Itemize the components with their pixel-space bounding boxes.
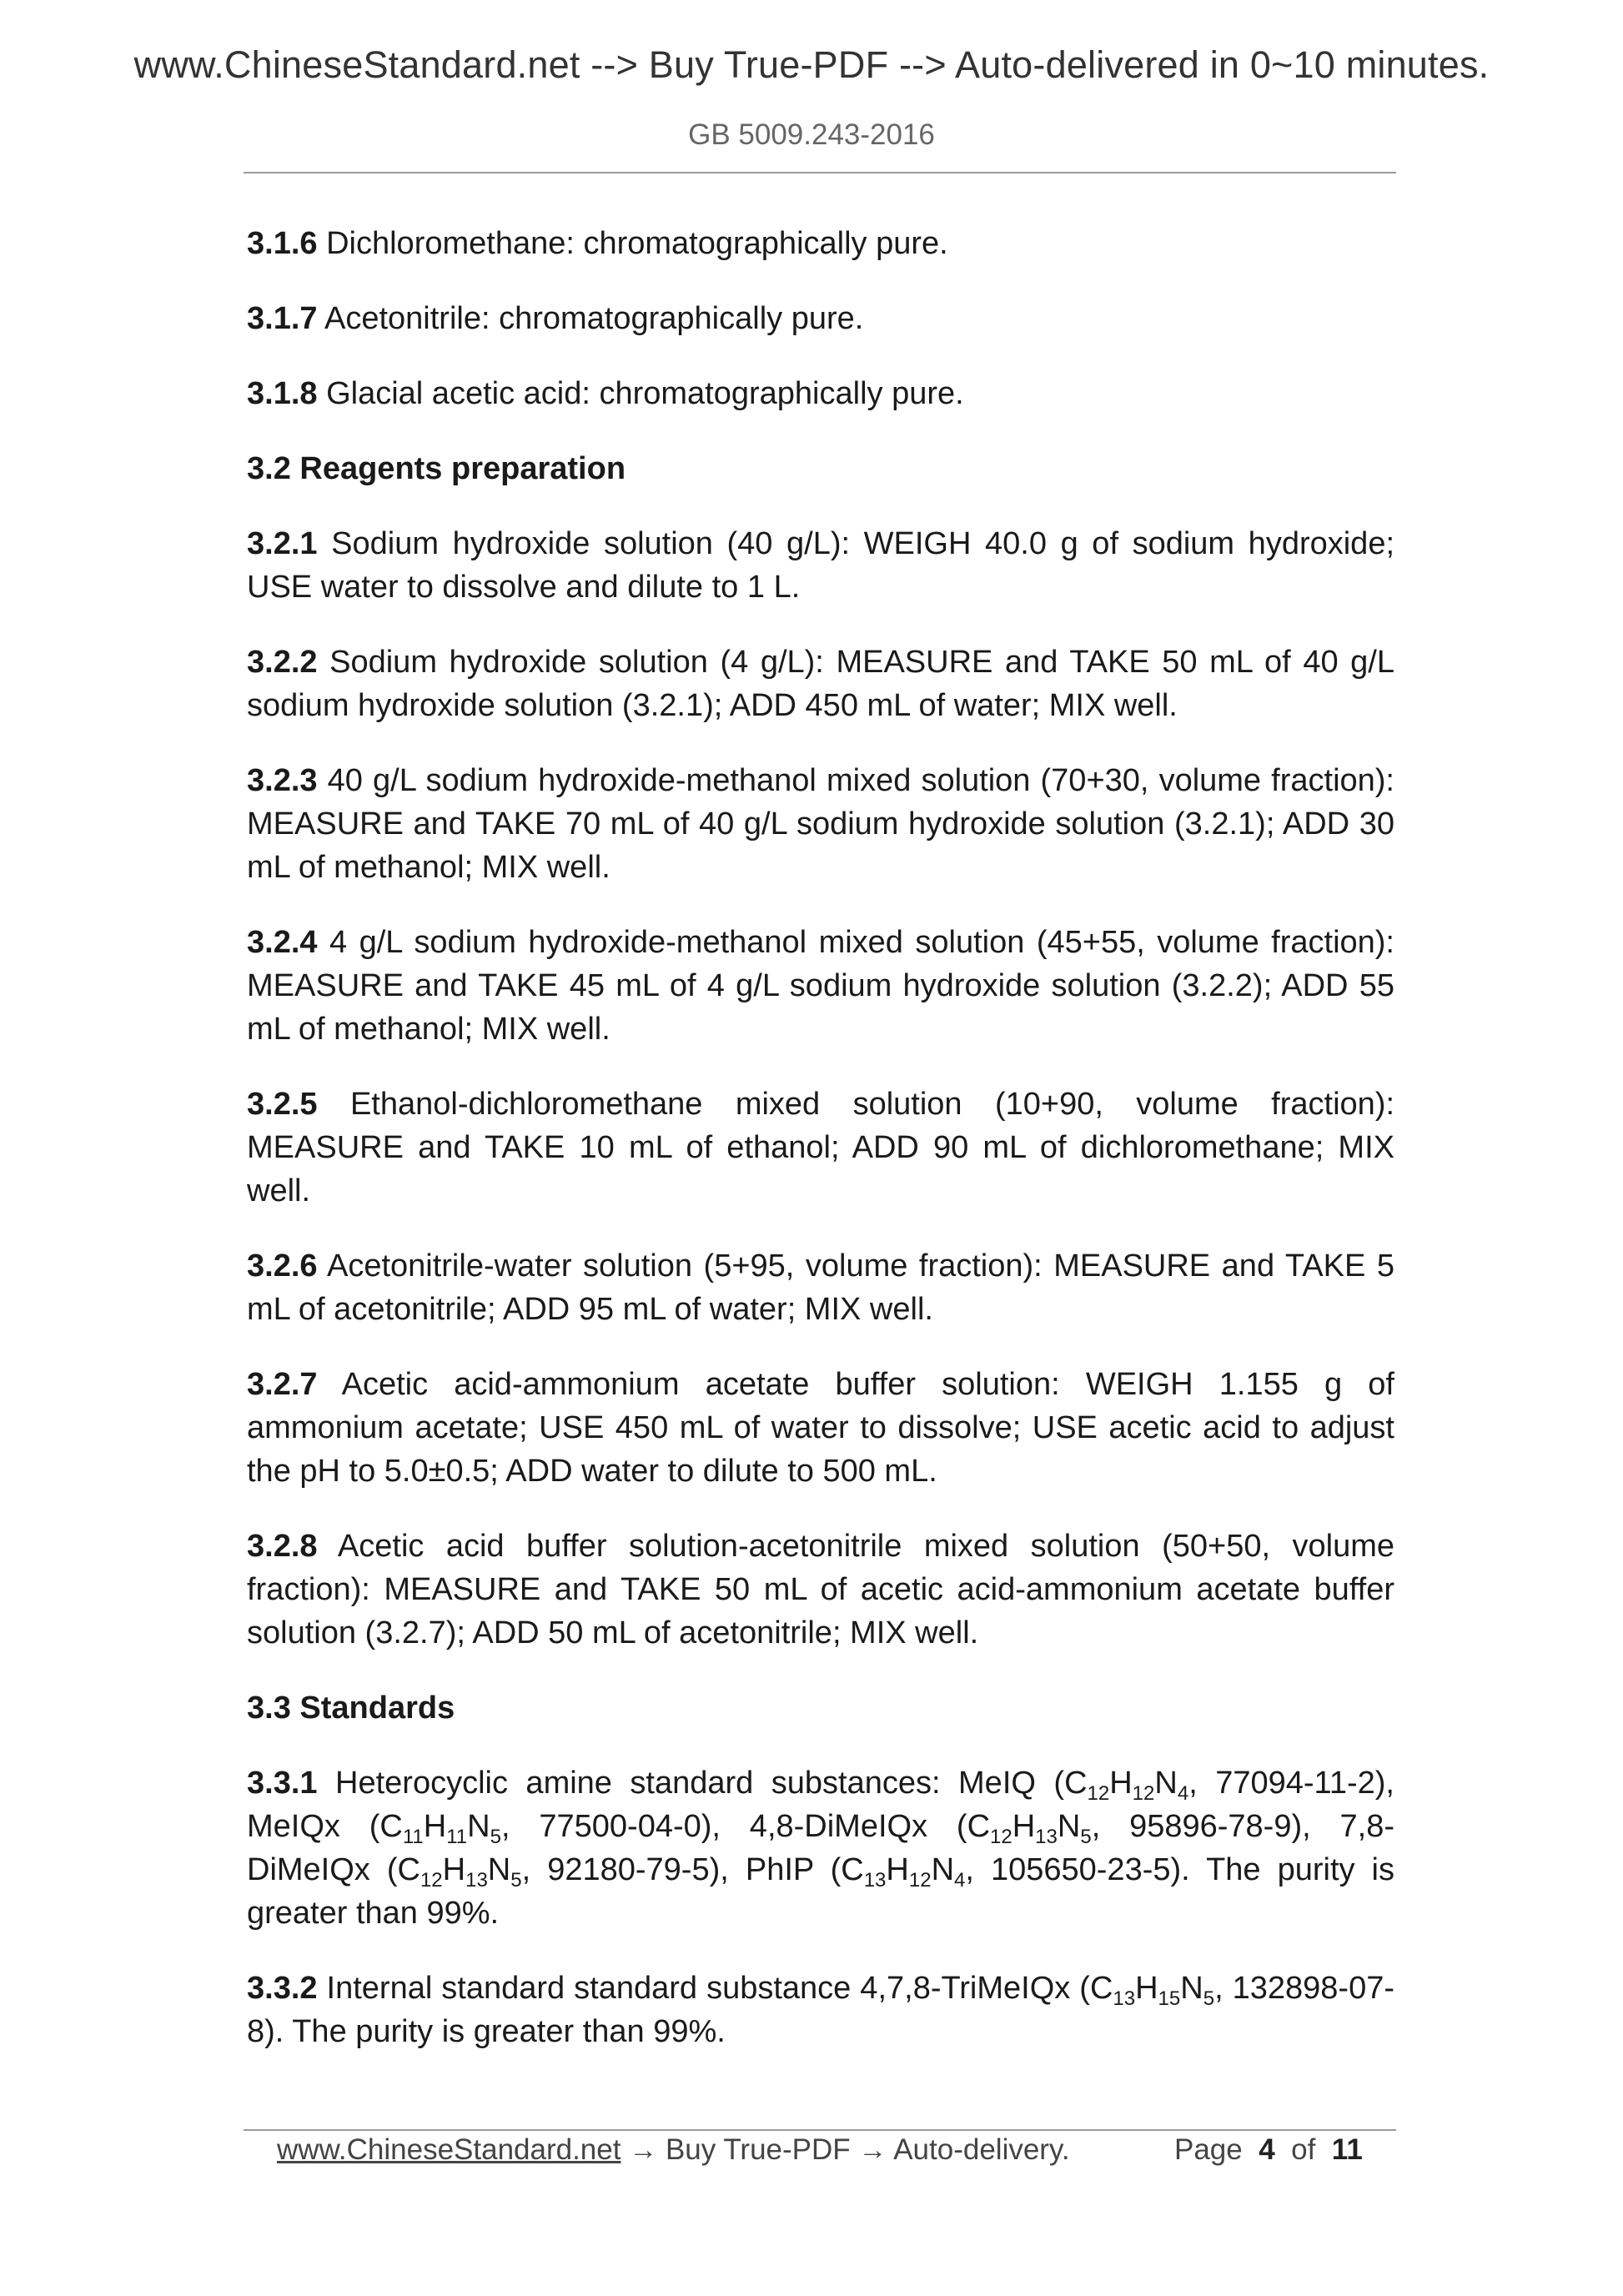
clause-text: , 95896-78-9), 7,8-DiMeIQx (C (247, 1809, 1395, 1887)
clause-3-2-5 (247, 1083, 1394, 1213)
section-heading-3-3: 3.3 Standards (247, 1691, 455, 1726)
clause-number: 3.1.7 (247, 301, 318, 336)
top-banner[interactable]: www.ChineseStandard.net --> Buy True-PDF --> Auto-delivered in 0~10 minutes. (133, 43, 1490, 86)
header-divider (244, 172, 1396, 173)
clause-3-2-8 (247, 1525, 1394, 1655)
clause-text: Heterocyclic amine standard substances: MeIQ (C (335, 1766, 1088, 1801)
clause-text: Ethanol-dichloromethane mixed solution (10+90, volume fraction): MEASURE and TAKE 10 mL of ethanol; ADD 90 mL of dichloromethane; MIX well. (247, 1087, 1394, 1208)
clause-3-3-1 (247, 1761, 1394, 1935)
clause-text: Internal standard standard substance 4,7,8-TriMeIQx (C (326, 1971, 1113, 2006)
clause-number: 3.3.1 (247, 1766, 318, 1801)
clause-number: 3.2.3 (247, 763, 318, 798)
clause-3-1-7 (247, 297, 1394, 340)
clause-number: 3.1.6 (247, 226, 318, 261)
clause-text: N (1154, 1766, 1178, 1801)
page-footer (0, 2133, 1623, 2183)
subscript: 13 (863, 1869, 887, 1892)
clause-text: Sodium hydroxide solution (4 g/L): MEASURE and TAKE 50 mL of 40 g/L sodium hydroxide solution (3.2.1); ADD 450 mL of water; MIX well. (247, 645, 1394, 723)
clause-text: Glacial acetic acid: chromatographically pure. (326, 376, 964, 411)
footer-promo (277, 2133, 1070, 2167)
clause-text: N (1057, 1809, 1081, 1844)
subscript: 5 (1203, 1987, 1215, 2010)
footer-site-link[interactable]: www.ChineseStandard.net (277, 2133, 621, 2166)
subscript: 15 (1158, 1987, 1181, 2010)
subscript: 4 (954, 1869, 966, 1892)
clause-text: , 77094-11-2), MeIQx (C (247, 1766, 1394, 1844)
clause-3-1-8 (247, 372, 1394, 415)
document-id: GB 5009.243-2016 (688, 118, 935, 151)
clause-3-2-3 (247, 759, 1394, 889)
clause-number: 3.2.4 (247, 925, 318, 960)
arrow-right-icon: → (858, 2134, 887, 2166)
section-heading-3-2: 3.2 Reagents preparation (247, 451, 626, 486)
subscript: 11 (446, 1826, 468, 1848)
clause-3-2-7 (247, 1363, 1394, 1493)
of-label: of (1291, 2133, 1316, 2166)
clause-number: 3.2.6 (247, 1248, 318, 1284)
clause-text: Acetonitrile-water solution (5+95, volume fraction): MEASURE and TAKE 5 mL of acetonitrile; ADD 95 mL of water; MIX well. (247, 1248, 1394, 1327)
subscript: 12 (420, 1869, 443, 1892)
page-label: Page (1174, 2133, 1243, 2166)
clause-text: H (1135, 1971, 1158, 2006)
clause-text: , 105650-23-5). The purity is greater than 99%. (247, 1852, 1394, 1931)
clause-text: H (1109, 1766, 1133, 1801)
subscript: 12 (908, 1869, 932, 1892)
clause-3-2-4 (247, 921, 1394, 1051)
footer-delivery-text: Auto-delivery. (893, 2133, 1070, 2166)
subscript: 12 (1087, 1782, 1110, 1805)
subscript: 5 (490, 1826, 501, 1848)
subscript: 12 (1132, 1782, 1155, 1805)
clause-number: 3.3.2 (247, 1971, 318, 2006)
clause-text: N (1180, 1971, 1203, 2006)
footer-buy-text: Buy True-PDF (665, 2133, 851, 2166)
clause-text: N (487, 1852, 511, 1887)
clause-3-2-2 (247, 641, 1394, 727)
subscript: 13 (1035, 1826, 1058, 1848)
clause-text: H (886, 1852, 909, 1887)
clause-number: 3.2.8 (247, 1529, 318, 1564)
arrow-right-icon: → (629, 2134, 658, 2166)
subscript: 13 (1113, 1987, 1136, 2010)
clause-text: N (931, 1852, 955, 1887)
clause-text: , 77500-04-0), 4,8-DiMeIQx (C (500, 1809, 991, 1844)
clause-3-2-6 (247, 1244, 1394, 1331)
clause-text: H (442, 1852, 466, 1887)
clause-number: 3.2.5 (247, 1087, 318, 1122)
subscript: 4 (1177, 1782, 1189, 1805)
clause-text: H (423, 1809, 447, 1844)
clause-text: Acetic acid buffer solution-acetonitrile mixed solution (50+50, volume fraction): MEASURE and TAKE 50 mL of acetic acid-ammonium acetate buffer solution (3.2.7); ADD 50 mL of acetonitrile; MIX well. (247, 1529, 1394, 1650)
clause-3-1-6 (247, 222, 1394, 265)
subscript: 13 (465, 1869, 488, 1892)
clause-3-3-2 (247, 1967, 1394, 2053)
clause-text: 40 g/L sodium hydroxide-methanol mixed solution (70+30, volume fraction): MEASURE and TAKE 70 mL of 40 g/L sodium hydroxide solution (3.2.1); ADD 30 mL of methanol; MIX well. (247, 763, 1394, 885)
clause-text: 4 g/L sodium hydroxide-methanol mixed solution (45+55, volume fraction): MEASURE and TAKE 45 mL of 4 g/L sodium hydroxide solution (3.2.2); ADD 55 mL of methanol; MIX well. (247, 925, 1394, 1047)
clause-number: 3.2.1 (247, 526, 318, 561)
clause-text: Acetic acid-ammonium acetate buffer solution: WEIGH 1.155 g of ammonium acetate; USE 450 mL of water to dissolve; USE acetic acid to adjust the pH to 5.0±0.5; ADD water to dilute to 500 mL. (247, 1367, 1394, 1489)
clause-3-2-1 (247, 522, 1394, 609)
subscript: 11 (402, 1826, 424, 1848)
page-total: 11 (1331, 2133, 1363, 2166)
page-number: 4 (1259, 2133, 1275, 2166)
clause-text: Sodium hydroxide solution (40 g/L): WEIGH 40.0 g of sodium hydroxide; USE water to dissolve and dilute to 1 L. (247, 526, 1395, 605)
clause-text: , 132898-07-8). The purity is greater than 99%. (247, 1971, 1395, 2049)
clause-text: N (467, 1809, 490, 1844)
clause-text: H (1012, 1809, 1036, 1844)
subscript: 5 (510, 1869, 522, 1892)
footer-divider (244, 2129, 1396, 2131)
clause-text: Acetonitrile: chromatographically pure. (324, 301, 864, 336)
clause-text: , 92180-79-5), PhIP (C (521, 1852, 864, 1887)
clause-number: 3.2.2 (247, 645, 318, 680)
page-counter (1174, 2133, 1363, 2167)
subscript: 12 (990, 1826, 1012, 1848)
subscript: 5 (1080, 1826, 1092, 1848)
clause-text: Dichloromethane: chromatographically pure. (326, 226, 948, 261)
document-body (247, 222, 1394, 2085)
clause-number: 3.2.7 (247, 1367, 318, 1402)
clause-number: 3.1.8 (247, 376, 318, 411)
